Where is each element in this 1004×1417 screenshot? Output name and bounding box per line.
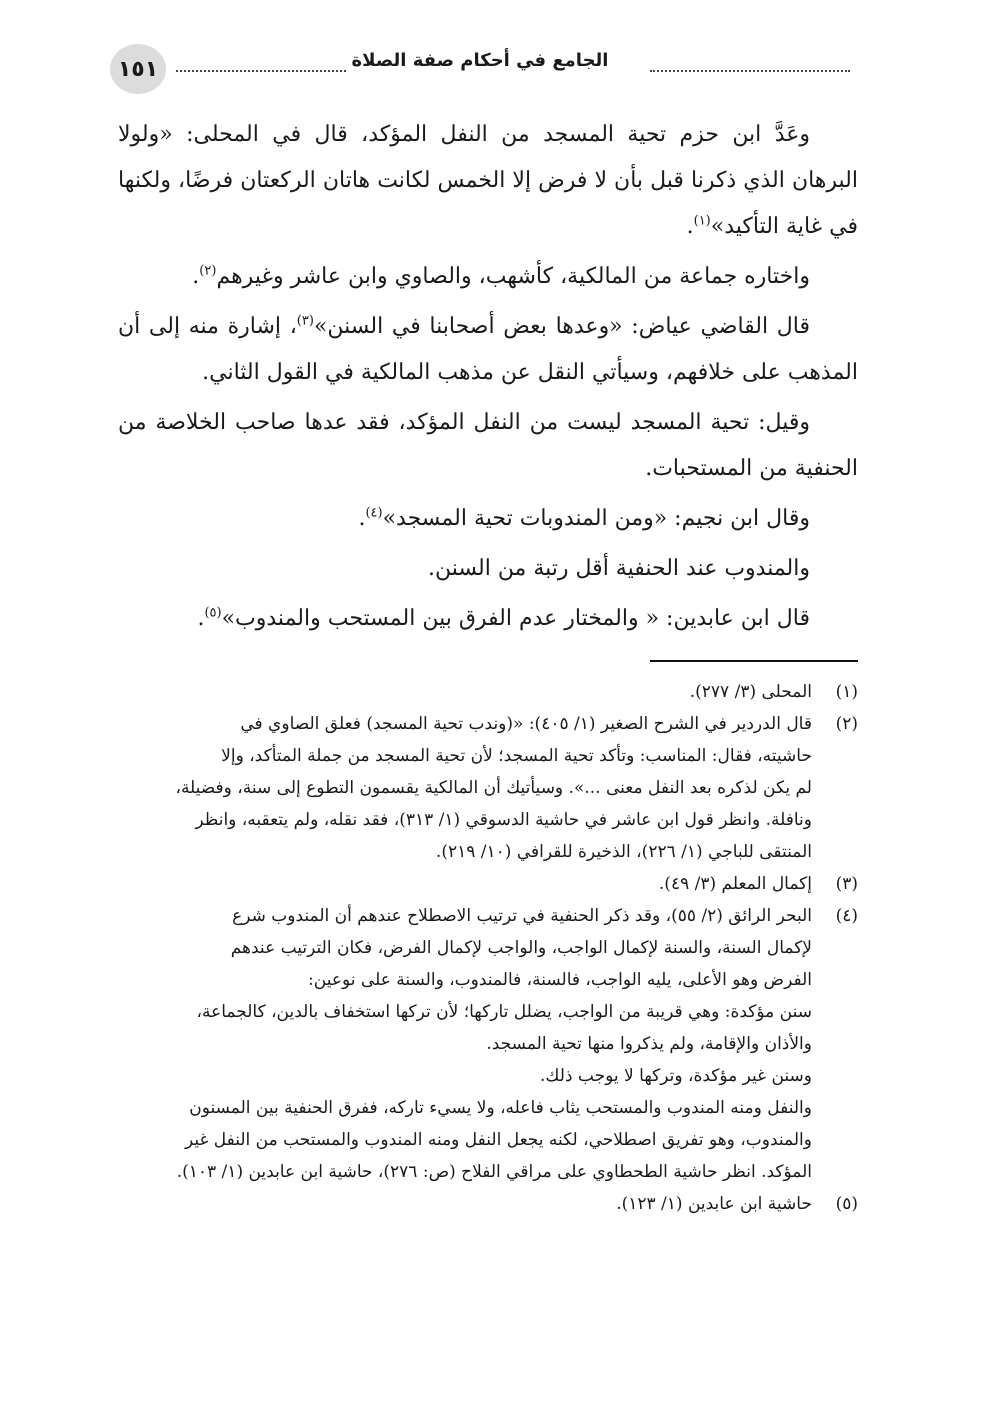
paragraph: قال القاضي عياض: «وعدها بعض أصحابنا في السنن»$^{(٣)}$، إشارة منه إلى أن المذهب على خلافهم، وسيأتي النقل عن مذهب المالكية في القول الثاني. bbox=[118, 313, 858, 385]
footnote-text: إكمال المعلم (٣/ ٤٩). bbox=[658, 874, 812, 894]
footnote-ref: (٢) bbox=[199, 263, 217, 279]
footnote-number: (٢) bbox=[835, 714, 858, 734]
footnote-text: البحر الرائق (٢/ ٥٥)، وقد ذكر الحنفية في ترتيب الاصطلاح عندهم أن المندوب شرع لإكمال السنة، والسنة لإكمال الواجب، والواجب لإكمال الفرض، فكان الترتيب عندهم الفرض وهو الأعلى، يليه الواجب، فالسنة، فالمندوب، والسنة على نوعين: سنن مؤكدة: وهي قريبة من الواجب، يضلل تاركها؛ لأن تركها استخفاف بالدين، كالجماعة، والأذان والإقامة، ولم يذكروا منها تحية المسجد. وسنن غير مؤكدة، وتركها لا يوجب ذلك. والنفل ومنه المندوب والمستحب يثاب فاعله، ولا يسيء تاركه، ففرق الحنفية بين المسنون والمندوب، وهو تفريق اصطلاحي، لكنه يجعل النفل ومنه المندوب والمستحب من النفل غير المؤكد. انظر حاشية الطحطاوي على مراقي الفلاح (ص: ٢٧٦)، حاشية ابن عابدين (١/ ١٠٣). bbox=[176, 906, 812, 1182]
page-header bbox=[110, 40, 850, 100]
footnotes bbox=[118, 676, 858, 1220]
page-number: ١٥١ bbox=[110, 44, 166, 94]
footnote-text: المحلى (٣/ ٢٧٧). bbox=[689, 682, 812, 702]
footnote-ref: (٤) bbox=[365, 505, 383, 521]
footnote-text: حاشية ابن عابدين (١/ ١٢٣). bbox=[616, 1194, 812, 1214]
footnote bbox=[118, 868, 858, 900]
paragraph: وعَدَّ ابن حزم تحية المسجد من النفل المؤكد، قال في المحلى: «ولولا البرهان الذي ذكرنا قبل بأن لا فرض إلا الخمس لكانت هاتان الركعتان فرضًا، ولكنها في غاية التأكيد»$^{(١)}$. bbox=[118, 122, 858, 239]
running-title: الجامع في أحكام صفة الصلاة bbox=[351, 50, 609, 71]
footnote-number: (٣) bbox=[835, 874, 858, 894]
footnote-text: قال الدردير في الشرح الصغير (١/ ٤٠٥): «(وندب تحية المسجد) فعلق الصاوي في حاشيته، فقال: المناسب: وتأكد تحية المسجد؛ لأن تحية المسجد من جملة المتأكد، وإلا لم يكن لذكره بعد النفل معنى ...». وسيأتيك أن المالكية يقسمون التطوع إلى سنة، وفضيلة، ونافلة. وانظر قول ابن عاشر في حاشية الدسوقي (١/ ٣١٣)، فقد نقله، ولم يتعقبه، وانظر المنتقى للباجي (١/ ٢٢٦)، الذخيرة للقرافي (١٠/ ٢١٩). bbox=[175, 714, 812, 862]
footnote-number: (٥) bbox=[835, 1194, 858, 1214]
footnote bbox=[118, 708, 858, 868]
footnote bbox=[118, 676, 858, 708]
paragraph: وقيل: تحية المسجد ليست من النفل المؤكد، فقد عدها صاحب الخلاصة من الحنفية من المستحبات. bbox=[118, 410, 858, 481]
footnote bbox=[118, 1188, 858, 1220]
footnote-ref: (٣) bbox=[296, 313, 314, 329]
footnote-ref: (١) bbox=[693, 213, 711, 229]
paragraph: وقال ابن نجيم: «ومن المندوبات تحية المسجد»$^{(٤)}$. bbox=[358, 505, 810, 531]
paragraph: واختاره جماعة من المالكية، كأشهب، والصاوي وابن عاشر وغيرهم$^{(٢)}$. bbox=[192, 263, 810, 289]
paragraph: والمندوب عند الحنفية أقل رتبة من السنن. bbox=[428, 556, 810, 581]
footnote-separator bbox=[650, 660, 858, 662]
paragraph: قال ابن عابدين: « والمختار عدم الفرق بين المستحب والمندوب»$^{(٥)}$. bbox=[197, 605, 810, 631]
footnote-number: (١) bbox=[835, 682, 858, 702]
main-text bbox=[118, 112, 858, 646]
footnote-number: (٤) bbox=[835, 906, 858, 926]
footnote-ref: (٥) bbox=[204, 605, 222, 621]
footnote bbox=[118, 900, 858, 1188]
